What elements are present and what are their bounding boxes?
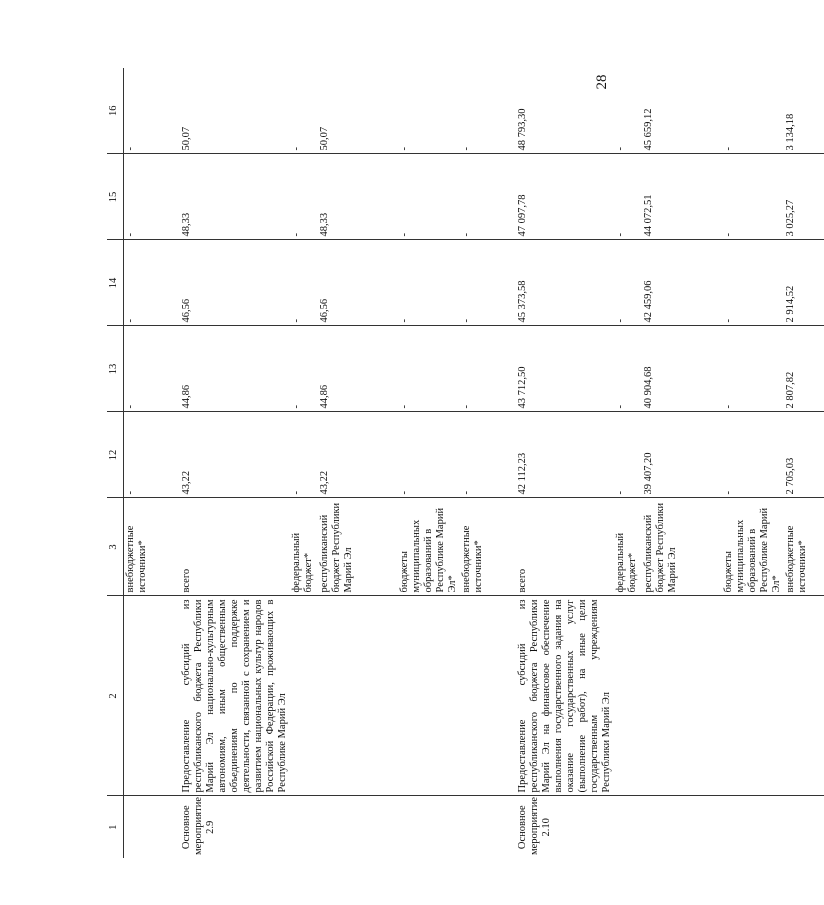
spacer-cell bbox=[508, 412, 516, 498]
value-cell: - bbox=[290, 68, 318, 154]
value-cell: - bbox=[614, 412, 642, 498]
value-cell: - bbox=[124, 68, 172, 154]
value-cell: 2 705,03 bbox=[784, 412, 824, 498]
value-cell: - bbox=[290, 240, 318, 326]
value-cell: 50,07 bbox=[180, 68, 290, 154]
value-cell: 43,22 bbox=[318, 412, 398, 498]
table-row bbox=[460, 68, 508, 858]
value-cell: 48,33 bbox=[318, 154, 398, 240]
header-cell: 1 bbox=[107, 796, 124, 858]
value-cell: - bbox=[460, 240, 508, 326]
funding-source-cell: бюджеты муниципальных образований в Республике Марий Эл* bbox=[722, 498, 784, 596]
spacer-cell bbox=[508, 240, 516, 326]
event-description-cell: Предоставление субсидий из республиканского бюджета Республики Марий Эл на финансовое обеспечение выполнения государственного задания на оказание государственных услуг (выполнение работ), на иные цели государственным учреждениям Республики Марий Эл bbox=[516, 596, 614, 796]
value-cell: - bbox=[722, 154, 784, 240]
value-cell: 48,33 bbox=[180, 154, 290, 240]
table-row bbox=[614, 68, 642, 858]
event-code-cell bbox=[124, 796, 172, 858]
funding-source-cell: всего bbox=[180, 498, 290, 596]
value-cell: 42 112,23 bbox=[516, 412, 614, 498]
value-cell: - bbox=[398, 412, 460, 498]
value-cell: - bbox=[124, 412, 172, 498]
table-row bbox=[180, 68, 290, 858]
table-row bbox=[398, 68, 460, 858]
value-cell: - bbox=[460, 68, 508, 154]
funding-source-cell: внебюджетные источники* bbox=[784, 498, 824, 596]
value-cell: - bbox=[290, 154, 318, 240]
table-row bbox=[124, 68, 172, 858]
funding-source-cell: федеральный бюджет* bbox=[290, 498, 318, 596]
value-cell: - bbox=[124, 326, 172, 412]
event-description-cell bbox=[460, 596, 508, 796]
value-cell: - bbox=[460, 154, 508, 240]
spacer-cell bbox=[508, 154, 516, 240]
event-code-cell bbox=[642, 796, 722, 858]
value-cell: - bbox=[290, 326, 318, 412]
value-cell: 46,56 bbox=[180, 240, 290, 326]
spacer-cell bbox=[508, 326, 516, 412]
value-cell: - bbox=[460, 326, 508, 412]
funding-source-cell: бюджеты муниципальных образований в Республике Марий Эл* bbox=[398, 498, 460, 596]
spacer-cell bbox=[508, 498, 516, 596]
event-code-cell: Основное мероприятие 2.10 bbox=[516, 797, 552, 855]
spacer-cell bbox=[172, 596, 180, 796]
event-description-cell bbox=[642, 596, 722, 796]
value-cell: 44,86 bbox=[318, 326, 398, 412]
funding-source-cell: внебюджетные источники* bbox=[124, 498, 172, 596]
spacer-cell bbox=[508, 596, 516, 796]
value-cell: 42 459,06 bbox=[642, 240, 722, 326]
value-cell: - bbox=[398, 154, 460, 240]
value-cell: - bbox=[460, 412, 508, 498]
spacer-cell bbox=[508, 68, 516, 154]
value-cell: - bbox=[398, 326, 460, 412]
spacer-cell bbox=[172, 796, 180, 858]
table-row bbox=[784, 68, 824, 858]
header-cell: 12 bbox=[107, 412, 124, 498]
event-description-cell bbox=[290, 596, 318, 796]
value-cell: - bbox=[722, 412, 784, 498]
header-cell: 14 bbox=[107, 240, 124, 326]
value-cell: 44 072,51 bbox=[642, 154, 722, 240]
table-row bbox=[722, 68, 784, 858]
value-cell: - bbox=[124, 240, 172, 326]
value-cell: 43 712,50 bbox=[516, 326, 614, 412]
spacer-cell bbox=[508, 796, 516, 858]
value-cell: - bbox=[722, 240, 784, 326]
value-cell: - bbox=[614, 240, 642, 326]
table-row bbox=[290, 68, 318, 858]
value-cell: 2 914,52 bbox=[784, 240, 824, 326]
value-cell: 44,86 bbox=[180, 326, 290, 412]
value-cell: - bbox=[614, 326, 642, 412]
value-cell: 2 807,82 bbox=[784, 326, 824, 412]
value-cell: - bbox=[398, 240, 460, 326]
event-code-cell bbox=[722, 796, 784, 858]
value-cell: 3 025,27 bbox=[784, 154, 824, 240]
value-cell: 46,56 bbox=[318, 240, 398, 326]
funding-source-cell: республиканский бюджет Республики Марий Эл bbox=[318, 498, 398, 596]
value-cell: - bbox=[614, 68, 642, 154]
spacer-cell bbox=[172, 498, 180, 596]
header-cell: 2 bbox=[107, 596, 124, 796]
value-cell: 39 407,20 bbox=[642, 412, 722, 498]
header-cell: 3 bbox=[107, 498, 124, 596]
event-code-cell bbox=[318, 796, 398, 858]
spacer-cell bbox=[172, 68, 180, 154]
funding-source-cell: внебюджетные источники* bbox=[460, 498, 508, 596]
event-code-cell bbox=[460, 796, 508, 858]
page-number: 28 bbox=[594, 74, 610, 90]
table-row bbox=[642, 68, 722, 858]
value-cell: - bbox=[614, 154, 642, 240]
event-description-cell: Предоставление субсидий из республиканского бюджета Республики Марий Эл национально-культурным автономиям, иным общественным объединениям по поддержке деятельности, связанной с сохранением и развитием национальных культур народов Российской Федерации, проживающих в Республике Марий Эл bbox=[180, 596, 290, 796]
event-description-cell bbox=[124, 596, 172, 796]
value-cell: 3 134,18 bbox=[784, 68, 824, 154]
header-row bbox=[107, 68, 124, 858]
value-cell: 47 097,78 bbox=[516, 154, 614, 240]
event-code-cell bbox=[290, 796, 318, 858]
budget-table bbox=[107, 68, 824, 858]
value-cell: - bbox=[722, 326, 784, 412]
table-row bbox=[318, 68, 398, 858]
spacer-cell bbox=[172, 326, 180, 412]
funding-source-cell: всего bbox=[516, 498, 614, 596]
event-description-cell bbox=[318, 596, 398, 796]
event-code-cell bbox=[784, 796, 824, 858]
value-cell: 48 793,30 bbox=[516, 68, 614, 154]
event-description-cell bbox=[722, 596, 784, 796]
funding-source-cell: федеральный бюджет* bbox=[614, 498, 642, 596]
value-cell: 43,22 bbox=[180, 412, 290, 498]
value-cell: - bbox=[398, 68, 460, 154]
event-code-cell bbox=[398, 796, 460, 858]
value-cell: - bbox=[124, 154, 172, 240]
value-cell: - bbox=[722, 68, 784, 154]
value-cell: 50,07 bbox=[318, 68, 398, 154]
event-code-cell bbox=[614, 796, 642, 858]
value-cell: 45 373,58 bbox=[516, 240, 614, 326]
funding-source-cell: республиканский бюджет Республики Марий Эл bbox=[642, 498, 722, 596]
value-cell: 40 904,68 bbox=[642, 326, 722, 412]
event-description-cell bbox=[398, 596, 460, 796]
spacer-cell bbox=[172, 154, 180, 240]
value-cell: 45 659,12 bbox=[642, 68, 722, 154]
table-row bbox=[516, 68, 614, 858]
event-description-cell bbox=[614, 596, 642, 796]
value-cell: - bbox=[290, 412, 318, 498]
header-cell: 15 bbox=[107, 154, 124, 240]
rotated-table-container bbox=[107, 68, 808, 858]
header-cell: 16 bbox=[107, 68, 124, 154]
header-cell: 13 bbox=[107, 326, 124, 412]
table-body bbox=[124, 68, 824, 858]
event-code-cell: Основное мероприятие 2.9 bbox=[180, 797, 216, 855]
event-description-cell bbox=[784, 596, 824, 796]
spacer-cell bbox=[172, 240, 180, 326]
spacer-cell bbox=[172, 412, 180, 498]
